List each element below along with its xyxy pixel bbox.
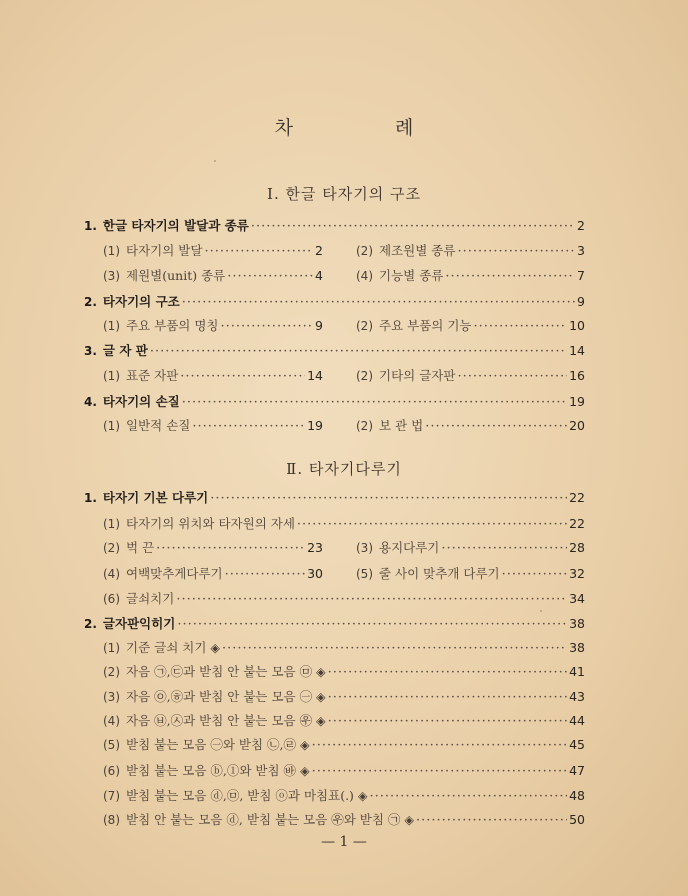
entry-title: 벅 끈: [126, 540, 155, 555]
dot-leader: [416, 811, 567, 831]
toc-section-entry: [356, 366, 585, 386]
page-title: 차 례: [274, 117, 462, 139]
dot-leader: [328, 688, 567, 708]
entry-number: (3): [103, 690, 120, 704]
entry-title: 받침 붙는 모음 ⓓ,㉤, 받침 ⓞ과 마침표(.) ◈: [126, 788, 368, 803]
entry-title: 받침 안 붙는 모음 ⓓ, 받침 붙는 모음 ㉾와 받침 ㉠ ◈: [126, 812, 414, 827]
entry-number: (5): [103, 738, 120, 752]
toc-chapter-entry: [84, 392, 585, 412]
dot-leader: [502, 565, 567, 585]
entry-title: 주요 부품의 기능: [379, 318, 472, 333]
entry-page: 22: [569, 516, 585, 531]
dot-leader: [204, 242, 313, 262]
entry-number: (1): [103, 419, 120, 433]
entry-title: 글 자 판: [102, 343, 148, 358]
entry-title: 타자기의 위치와 타자원의 자세: [126, 516, 295, 531]
entry-number: (7): [103, 789, 120, 803]
entry-number: (6): [103, 592, 120, 606]
dot-leader: [210, 489, 567, 509]
toc-chapter-entry: [84, 614, 585, 634]
entry-page: 19: [307, 418, 323, 433]
dot-leader: [222, 639, 567, 659]
entry-title: 받침 붙는 모음 ⓑ,①와 받침 ㉳ ◈: [126, 763, 310, 778]
entry-title: 타자기의 발달: [126, 243, 203, 258]
toc-section-entry: [356, 241, 585, 261]
toc-chapter-entry: [84, 488, 585, 508]
toc-section-entry: [103, 638, 585, 658]
dot-leader: [251, 217, 575, 237]
entry-page: 28: [569, 540, 585, 555]
dot-leader: [176, 590, 567, 610]
dot-leader: [473, 317, 567, 337]
entry-number: (4): [103, 714, 120, 728]
toc-section-entry: [356, 538, 585, 558]
dot-leader: [150, 342, 567, 362]
toc-section-entry: [103, 711, 585, 731]
dot-leader: [457, 367, 567, 387]
entry-title: 자음 ㉧,㉭과 받침 안 붙는 모음 ㊀ ◈: [126, 689, 326, 704]
entry-title: 받침 붙는 모음 ㊀와 받침 ㉡,㉣ ◈: [126, 737, 310, 752]
dot-leader: [220, 317, 313, 337]
entry-title: 자음 ㉠,㉢과 받침 안 붙는 모음 ㉤ ◈: [126, 664, 326, 679]
entry-number: 2.: [84, 295, 97, 309]
entry-page: 34: [569, 591, 585, 606]
toc-section-entry: [103, 241, 323, 261]
dot-leader: [312, 762, 567, 782]
toc-section-entry: [103, 316, 323, 336]
entry-title: 타자기의 구조: [102, 294, 180, 309]
toc-chapter-entry: [84, 341, 585, 361]
entry-page: 16: [569, 368, 585, 383]
entry-title: 기타의 글자판: [379, 368, 456, 383]
entry-number: (1): [103, 319, 120, 333]
entry-page: 50: [569, 812, 585, 827]
entry-title: 자음 ㉥,㉦과 받침 안 붙는 모음 ㉾ ◈: [126, 713, 326, 728]
toc-section-entry: [103, 266, 323, 286]
dot-leader: [192, 417, 305, 437]
dot-leader: [370, 787, 568, 807]
dot-leader: [156, 539, 305, 559]
entry-page: 9: [315, 318, 323, 333]
entry-page: 9: [577, 294, 585, 309]
toc-section-entry: [103, 761, 585, 781]
entry-number: 2.: [84, 617, 97, 631]
toc-section-entry: [103, 687, 585, 707]
dot-leader: [227, 267, 313, 287]
toc-section-entry: [103, 662, 585, 682]
entry-page: 44: [569, 713, 585, 728]
entry-title: 기능별 종류: [379, 268, 444, 283]
page-number: — 1 —: [321, 834, 367, 850]
entry-page: 38: [569, 640, 585, 655]
entry-title: 글쇠치기: [126, 591, 175, 606]
entry-title: 타자기의 손질: [102, 394, 180, 409]
entry-page: 38: [569, 616, 585, 631]
entry-page: 4: [315, 268, 323, 283]
toc-section-entry: [103, 786, 585, 806]
entry-page: 43: [569, 689, 585, 704]
toc-section-entry: [103, 735, 585, 755]
entry-number: (2): [103, 541, 120, 555]
toc-section-entry: [103, 810, 585, 830]
dot-leader: [182, 393, 567, 413]
part-heading-1: Ⅰ. 한글 타자기의 구조: [267, 185, 421, 203]
entry-number: (2): [356, 319, 373, 333]
dot-leader: [328, 663, 567, 683]
entry-number: 1.: [84, 219, 97, 233]
paper-speck: [540, 610, 542, 612]
entry-page: 19: [569, 394, 585, 409]
entry-title: 타자기 기본 다루기: [102, 490, 209, 505]
entry-number: (1): [103, 369, 120, 383]
entry-number: (2): [356, 419, 373, 433]
entry-number: 4.: [84, 395, 97, 409]
entry-page: 45: [569, 737, 585, 752]
entry-page: 47: [569, 763, 585, 778]
toc-section-entry: [103, 589, 585, 609]
entry-number: (1): [103, 244, 120, 258]
dot-leader: [441, 539, 567, 559]
entry-title: 여백맞추게다루기: [126, 566, 223, 581]
toc-section-entry: [103, 366, 323, 386]
toc-section-entry: [356, 564, 585, 584]
toc-section-entry: [103, 416, 323, 436]
dot-leader: [445, 267, 575, 287]
dot-leader: [328, 712, 567, 732]
toc-section-entry: [356, 266, 585, 286]
entry-number: (4): [103, 567, 120, 581]
entry-number: (3): [103, 269, 120, 283]
entry-number: 1.: [84, 491, 97, 505]
entry-number: (1): [103, 517, 120, 531]
entry-title: 용지다루기: [379, 540, 440, 555]
toc-section-entry: [356, 416, 585, 436]
entry-number: (3): [356, 541, 373, 555]
entry-title: 제원별(unit) 종류: [126, 268, 226, 283]
entry-title: 표준 자판: [126, 368, 179, 383]
entry-title: 글자판익히기: [102, 616, 176, 631]
entry-page: 2: [315, 243, 323, 258]
entry-number: (2): [356, 369, 373, 383]
entry-page: 30: [307, 566, 323, 581]
entry-title: 한글 타자기의 발달과 종류: [102, 218, 249, 233]
dot-leader: [425, 417, 567, 437]
entry-title: 일반적 손질: [126, 418, 191, 433]
toc-section-entry: [103, 564, 323, 584]
dot-leader: [177, 615, 567, 635]
entry-number: (8): [103, 813, 120, 827]
toc-chapter-entry: [84, 292, 585, 312]
entry-page: 41: [569, 664, 585, 679]
entry-page: 7: [577, 268, 585, 283]
entry-page: 23: [307, 540, 323, 555]
entry-number: (2): [103, 665, 120, 679]
dot-leader: [297, 515, 567, 535]
entry-page: 22: [569, 490, 585, 505]
toc-section-entry: [103, 514, 585, 534]
toc-chapter-entry: [84, 216, 585, 236]
entry-page: 3: [577, 243, 585, 258]
entry-number: (6): [103, 764, 120, 778]
entry-page: 20: [569, 418, 585, 433]
entry-number: (5): [356, 567, 373, 581]
entry-page: 10: [569, 318, 585, 333]
entry-title: 제조원별 종류: [379, 243, 456, 258]
entry-title: 보 관 법: [379, 418, 424, 433]
dot-leader: [312, 736, 567, 756]
paper-speck: [214, 160, 216, 162]
dot-leader: [180, 367, 305, 387]
entry-number: (1): [103, 641, 120, 655]
entry-title: 주요 부품의 명칭: [126, 318, 219, 333]
part-heading-2: Ⅱ. 타자기다루기: [286, 460, 402, 478]
entry-number: (4): [356, 269, 373, 283]
entry-title: 기준 글쇠 치기 ◈: [126, 640, 220, 655]
toc-section-entry: [103, 538, 323, 558]
entry-page: 48: [569, 788, 585, 803]
toc-section-entry: [356, 316, 585, 336]
entry-title: 줄 사이 맞추개 다루기: [379, 566, 500, 581]
entry-number: (2): [356, 244, 373, 258]
dot-leader: [457, 242, 575, 262]
entry-page: 2: [577, 218, 585, 233]
entry-page: 32: [569, 566, 585, 581]
entry-number: 3.: [84, 344, 97, 358]
dot-leader: [225, 565, 305, 585]
entry-page: 14: [307, 368, 323, 383]
dot-leader: [182, 293, 575, 313]
entry-page: 14: [569, 343, 585, 358]
